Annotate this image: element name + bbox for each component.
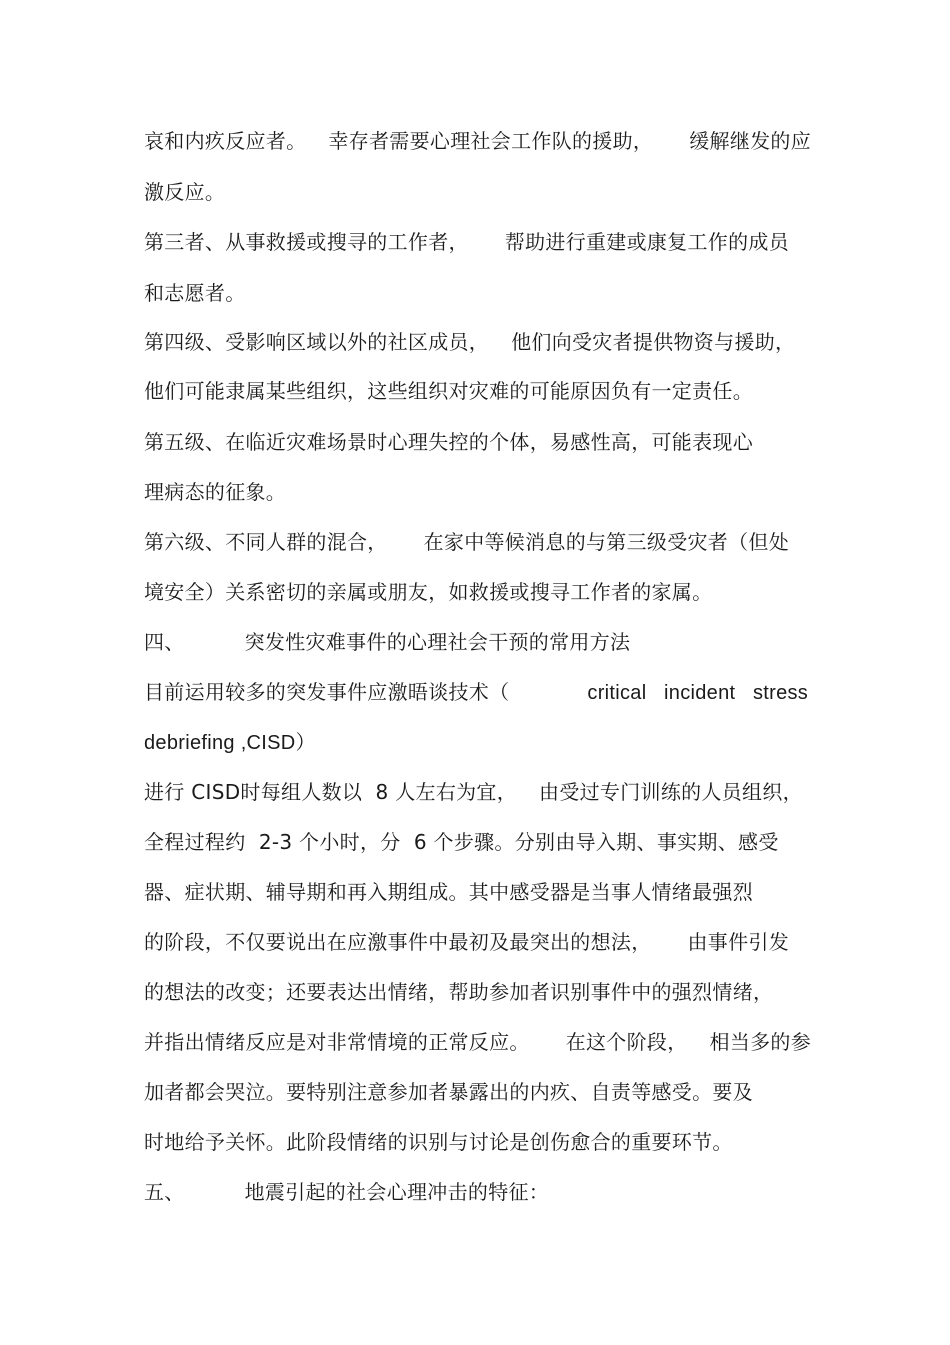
text-segment: 在这个阶段， [565, 1030, 688, 1054]
text-segment: 时地给予关怀。此阶段情绪的识别与讨论是创伤愈合的重要环节。 [144, 1130, 733, 1154]
text-segment: 器、症状期、辅导期和再入期组成。其中感受器是当事人情绪最强烈 [144, 880, 753, 904]
text-segment: 他们可能隶属某些组织，这些组织对灾难的可能原因负有一定责任。 [144, 379, 753, 403]
text-line-14 [144, 780, 803, 804]
text-segment: 由事件引发 [687, 930, 789, 954]
text-segment: 加者都会哭泣。要特别注意参加者暴露出的内疚、自责等感受。要及 [144, 1080, 753, 1104]
text-line-12 [144, 680, 808, 705]
text-line-10 [144, 580, 712, 604]
text-segment: 由受过专门训练的人员组织， [539, 780, 803, 804]
text-line-19 [144, 1030, 811, 1054]
text-segment: 目前运用较多的突发事件应激晤谈技术（ [144, 680, 510, 704]
text-line-20 [144, 1080, 753, 1104]
section-number: 五、 [144, 1180, 185, 1204]
text-segment: 境安全）关系密切的亲属或朋友，如救援或搜寻工作者的家属。 [144, 580, 713, 604]
text-segment: 第五级、在临近灾难场景时心理失控的个体，易感性高，可能表现心 [144, 430, 753, 454]
section-heading-5 [144, 1180, 549, 1204]
text-line-6 [144, 379, 753, 403]
text-segment: 幸存者需要心理社会工作队的援助， [328, 129, 654, 153]
text-line-7 [144, 430, 753, 454]
text-line-21 [144, 1130, 733, 1154]
text-segment: 并指出情绪反应是对非常情境的正常反应。 [144, 1030, 530, 1054]
text-segment: 在家中等候消息的与第三级受灾者（但处 [423, 530, 790, 554]
text-segment: 缓解继发的应 [689, 129, 812, 153]
text-segment: 相当多的参 [709, 1030, 812, 1054]
section-number: 四、 [144, 630, 185, 654]
text-line-17 [144, 930, 789, 954]
section-title: 地震引起的社会心理冲击的特征： [244, 1180, 550, 1204]
text-segment: 激反应。 [144, 180, 226, 204]
text-line-18 [144, 980, 773, 1004]
text-line-2 [144, 180, 225, 204]
text-line-15 [144, 830, 779, 854]
text-segment: 全程过程约 2-3 个小时，分 6 个步骤。分别由导入期、事实期、感受 [144, 830, 779, 854]
text-segment: 帮助进行重建或康复工作的成员 [504, 230, 790, 254]
text-segment: 的阶段，不仅要说出在应激事件中最初及最突出的想法， [144, 930, 652, 954]
text-segment: 的想法的改变；还要表达出情绪，帮助参加者识别事件中的强烈情绪， [144, 980, 774, 1004]
text-line-3 [144, 230, 789, 254]
text-line-4 [144, 281, 246, 305]
text-segment: critical incident stress [587, 682, 809, 704]
text-line-8 [144, 480, 286, 504]
text-segment: 第三者、从事救援或搜寻的工作者， [144, 230, 469, 254]
text-segment: debriefing ,CISD） [144, 732, 316, 754]
text-segment: 进行 CISD时每组人数以 8 人左右为宜， [144, 780, 518, 804]
text-line-5 [144, 330, 795, 354]
text-segment: 哀和内疚反应者。 [144, 129, 307, 153]
text-line-1 [144, 129, 811, 153]
section-title: 突发性灾难事件的心理社会干预的常用方法 [244, 630, 631, 654]
text-segment: 第六级、不同人群的混合， [144, 530, 388, 554]
text-line-16 [144, 880, 753, 904]
text-segment: 理病态的征象。 [144, 480, 287, 504]
text-line-13 [144, 731, 316, 755]
text-segment: 他们向受灾者提供物资与援助， [511, 330, 796, 354]
text-line-9 [144, 530, 789, 554]
text-segment: 和志愿者。 [144, 281, 246, 305]
section-heading-4 [144, 630, 630, 654]
text-segment: 第四级、受影响区域以外的社区成员， [144, 330, 490, 354]
